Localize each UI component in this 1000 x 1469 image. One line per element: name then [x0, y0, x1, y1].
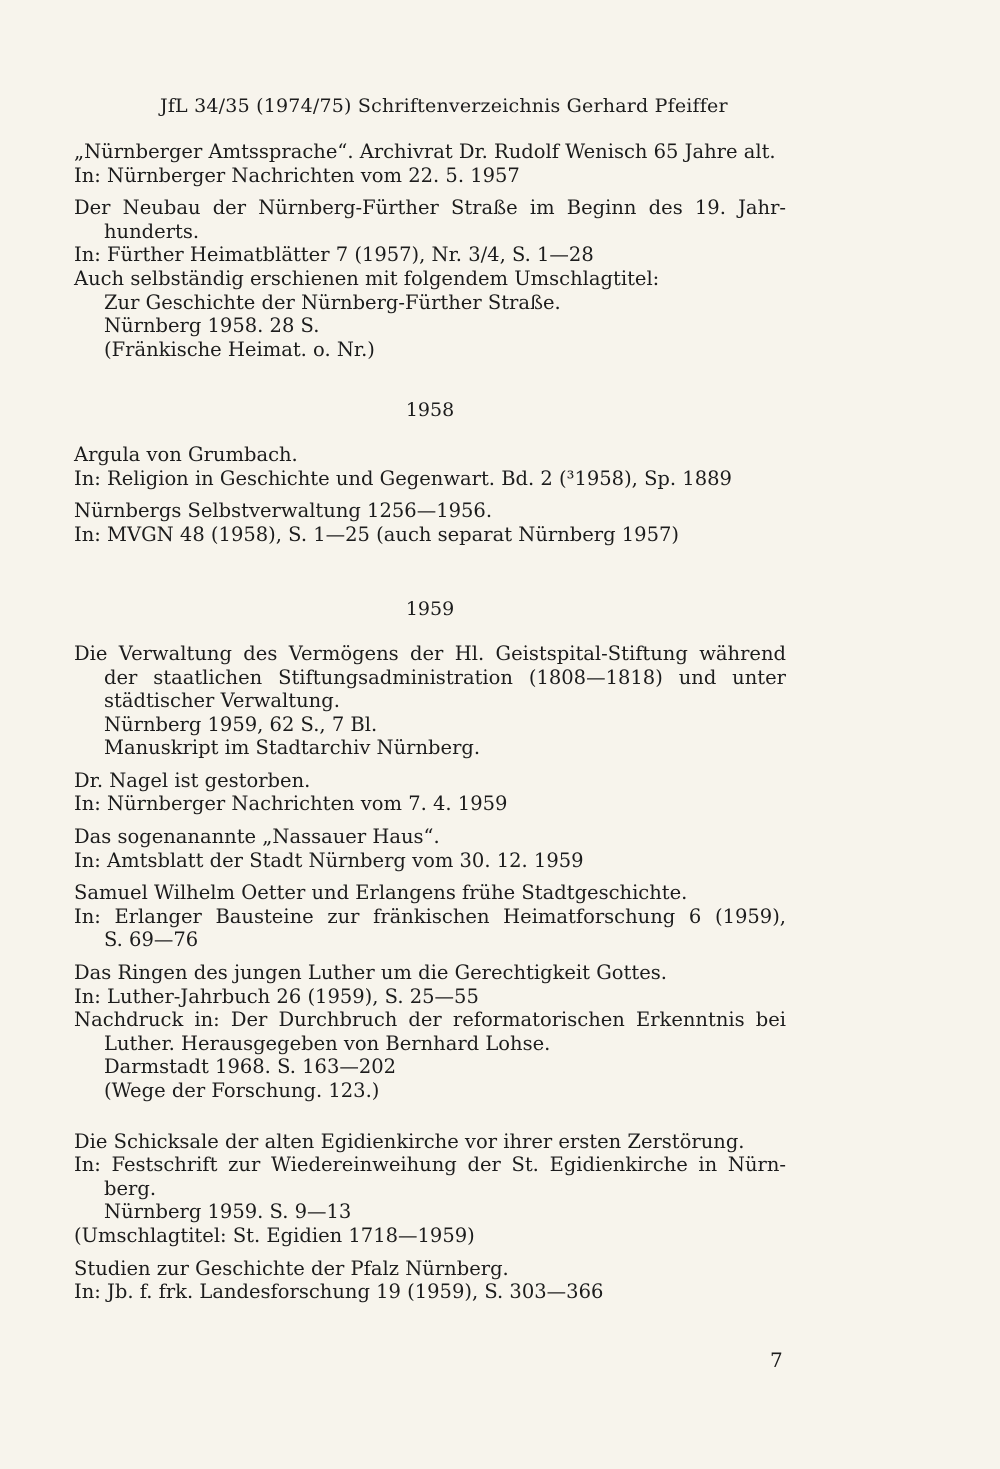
entry-note: Auch selbständig erschienen mit folgendem Umschlagtitel:: [74, 266, 660, 290]
entry-title: Die Schicksale der alten Egidienkirche vor ihrer ersten Zerstörung.: [74, 1129, 745, 1153]
running-header: JfL 34/35 (1974/75) Schriftenverzeichnis Gerhard Pfeiffer: [160, 95, 728, 117]
entry-source: Nürnberg 1959, 62 S., 7 Bl.: [104, 712, 378, 736]
entry-title: Das Ringen des jungen Luther um die Gerechtigkeit Gottes.: [74, 961, 667, 985]
entry-source-cont: berg.: [104, 1176, 157, 1200]
bibliography-entry: [74, 769, 786, 816]
entry-reprint-cont: Darmstadt 1968. S. 163—202: [104, 1055, 397, 1079]
bibliography-entry: [74, 961, 786, 1103]
bibliography-entry: [74, 499, 786, 546]
entry-title: Argula von Grumbach.: [74, 442, 298, 466]
bibliography-list: [74, 140, 786, 1313]
entry-title-cont: städtischer Verwaltung.: [104, 689, 340, 713]
bibliography-entry: [74, 1257, 786, 1304]
bibliography-entry: [74, 825, 786, 872]
entry-source: In: Erlanger Bausteine zur fränkischen Heimatforschung 6 (1959),: [74, 904, 786, 928]
entry-reprint-cont: Luther. Herausgegeben von Bernhard Lohse.: [104, 1031, 551, 1055]
spacer: [74, 1112, 786, 1130]
entry-note-detail: Zur Geschichte der Nürnberg-Fürther Straße.: [104, 290, 561, 314]
bibliography-entry: [74, 881, 786, 952]
year-heading: 1959: [405, 598, 455, 621]
entry-title: Der Neubau der Nürnberg-Fürther Straße im Beginn des 19. Jahr-: [74, 196, 786, 220]
entry-title: Dr. Nagel ist gestorben.: [74, 768, 311, 792]
entry-source: In: Nürnberger Nachrichten vom 7. 4. 1959: [74, 792, 508, 816]
entry-source: In: Nürnberger Nachrichten vom 22. 5. 1957: [74, 163, 520, 187]
entry-source: In: Fürther Heimatblätter 7 (1957), Nr. 3/4, S. 1—28: [74, 243, 594, 267]
entry-reprint-cont: (Wege der Forschung. 123.): [104, 1079, 380, 1102]
entry-title: Studien zur Geschichte der Pfalz Nürnberg.: [74, 1256, 509, 1280]
entry-title-cont: der staatlichen Stiftungsadministration (1808—1818) und unter: [104, 665, 786, 689]
year-heading: 1958: [405, 399, 455, 422]
entry-source: In: Amtsblatt der Stadt Nürnberg vom 30. 12. 1959: [74, 848, 584, 872]
entry-note: (Umschlagtitel: St. Egidien 1718—1959): [74, 1223, 475, 1247]
bibliography-entry: [74, 642, 786, 760]
entry-note: Manuskript im Stadtarchiv Nürnberg.: [104, 736, 481, 760]
entry-title: Nürnbergs Selbstverwaltung 1256—1956.: [74, 499, 493, 523]
entry-source: In: Festschrift zur Wiedereinweihung der St. Egidienkirche in Nürn-: [74, 1153, 786, 1177]
page-number: 7: [770, 1348, 783, 1372]
entry-pages: S. 69—76: [104, 928, 199, 952]
entry-title: Samuel Wilhelm Oetter und Erlangens frühe Stadtgeschichte.: [74, 881, 688, 905]
entry-title-cont: hunderts.: [104, 219, 200, 243]
entry-reprint: Nachdruck in: Der Durchbruch der reformatorischen Erkenntnis bei: [74, 1008, 786, 1032]
entry-title: „Nürnberger Amtssprache“. Archivrat Dr. Rudolf Wenisch 65 Jahre alt.: [74, 140, 776, 163]
entry-pages: Nürnberg 1959. S. 9—13: [104, 1200, 352, 1224]
entry-title: Das sogenanannte „Nassauer Haus“.: [74, 825, 440, 849]
entry-source: In: MVGN 48 (1958), S. 1—25 (auch separat Nürnberg 1957): [74, 522, 680, 546]
entry-title: Die Verwaltung des Vermögens der Hl. Geistspital-Stiftung während: [74, 641, 786, 665]
entry-note-detail: (Fränkische Heimat. o. Nr.): [104, 337, 375, 361]
bibliography-entry: [74, 1130, 786, 1248]
bibliography-entry: [74, 140, 786, 187]
entry-source: In: Religion in Geschichte und Gegenwart. Bd. 2 (³1958), Sp. 1889: [74, 466, 732, 490]
bibliography-entry: [74, 443, 786, 490]
entry-source: In: Jb. f. frk. Landesforschung 19 (1959), S. 303—366: [74, 1280, 604, 1304]
bibliography-entry: [74, 196, 786, 361]
entry-note-detail: Nürnberg 1958. 28 S.: [104, 314, 320, 338]
entry-source: In: Luther-Jahrbuch 26 (1959), S. 25—55: [74, 984, 479, 1008]
